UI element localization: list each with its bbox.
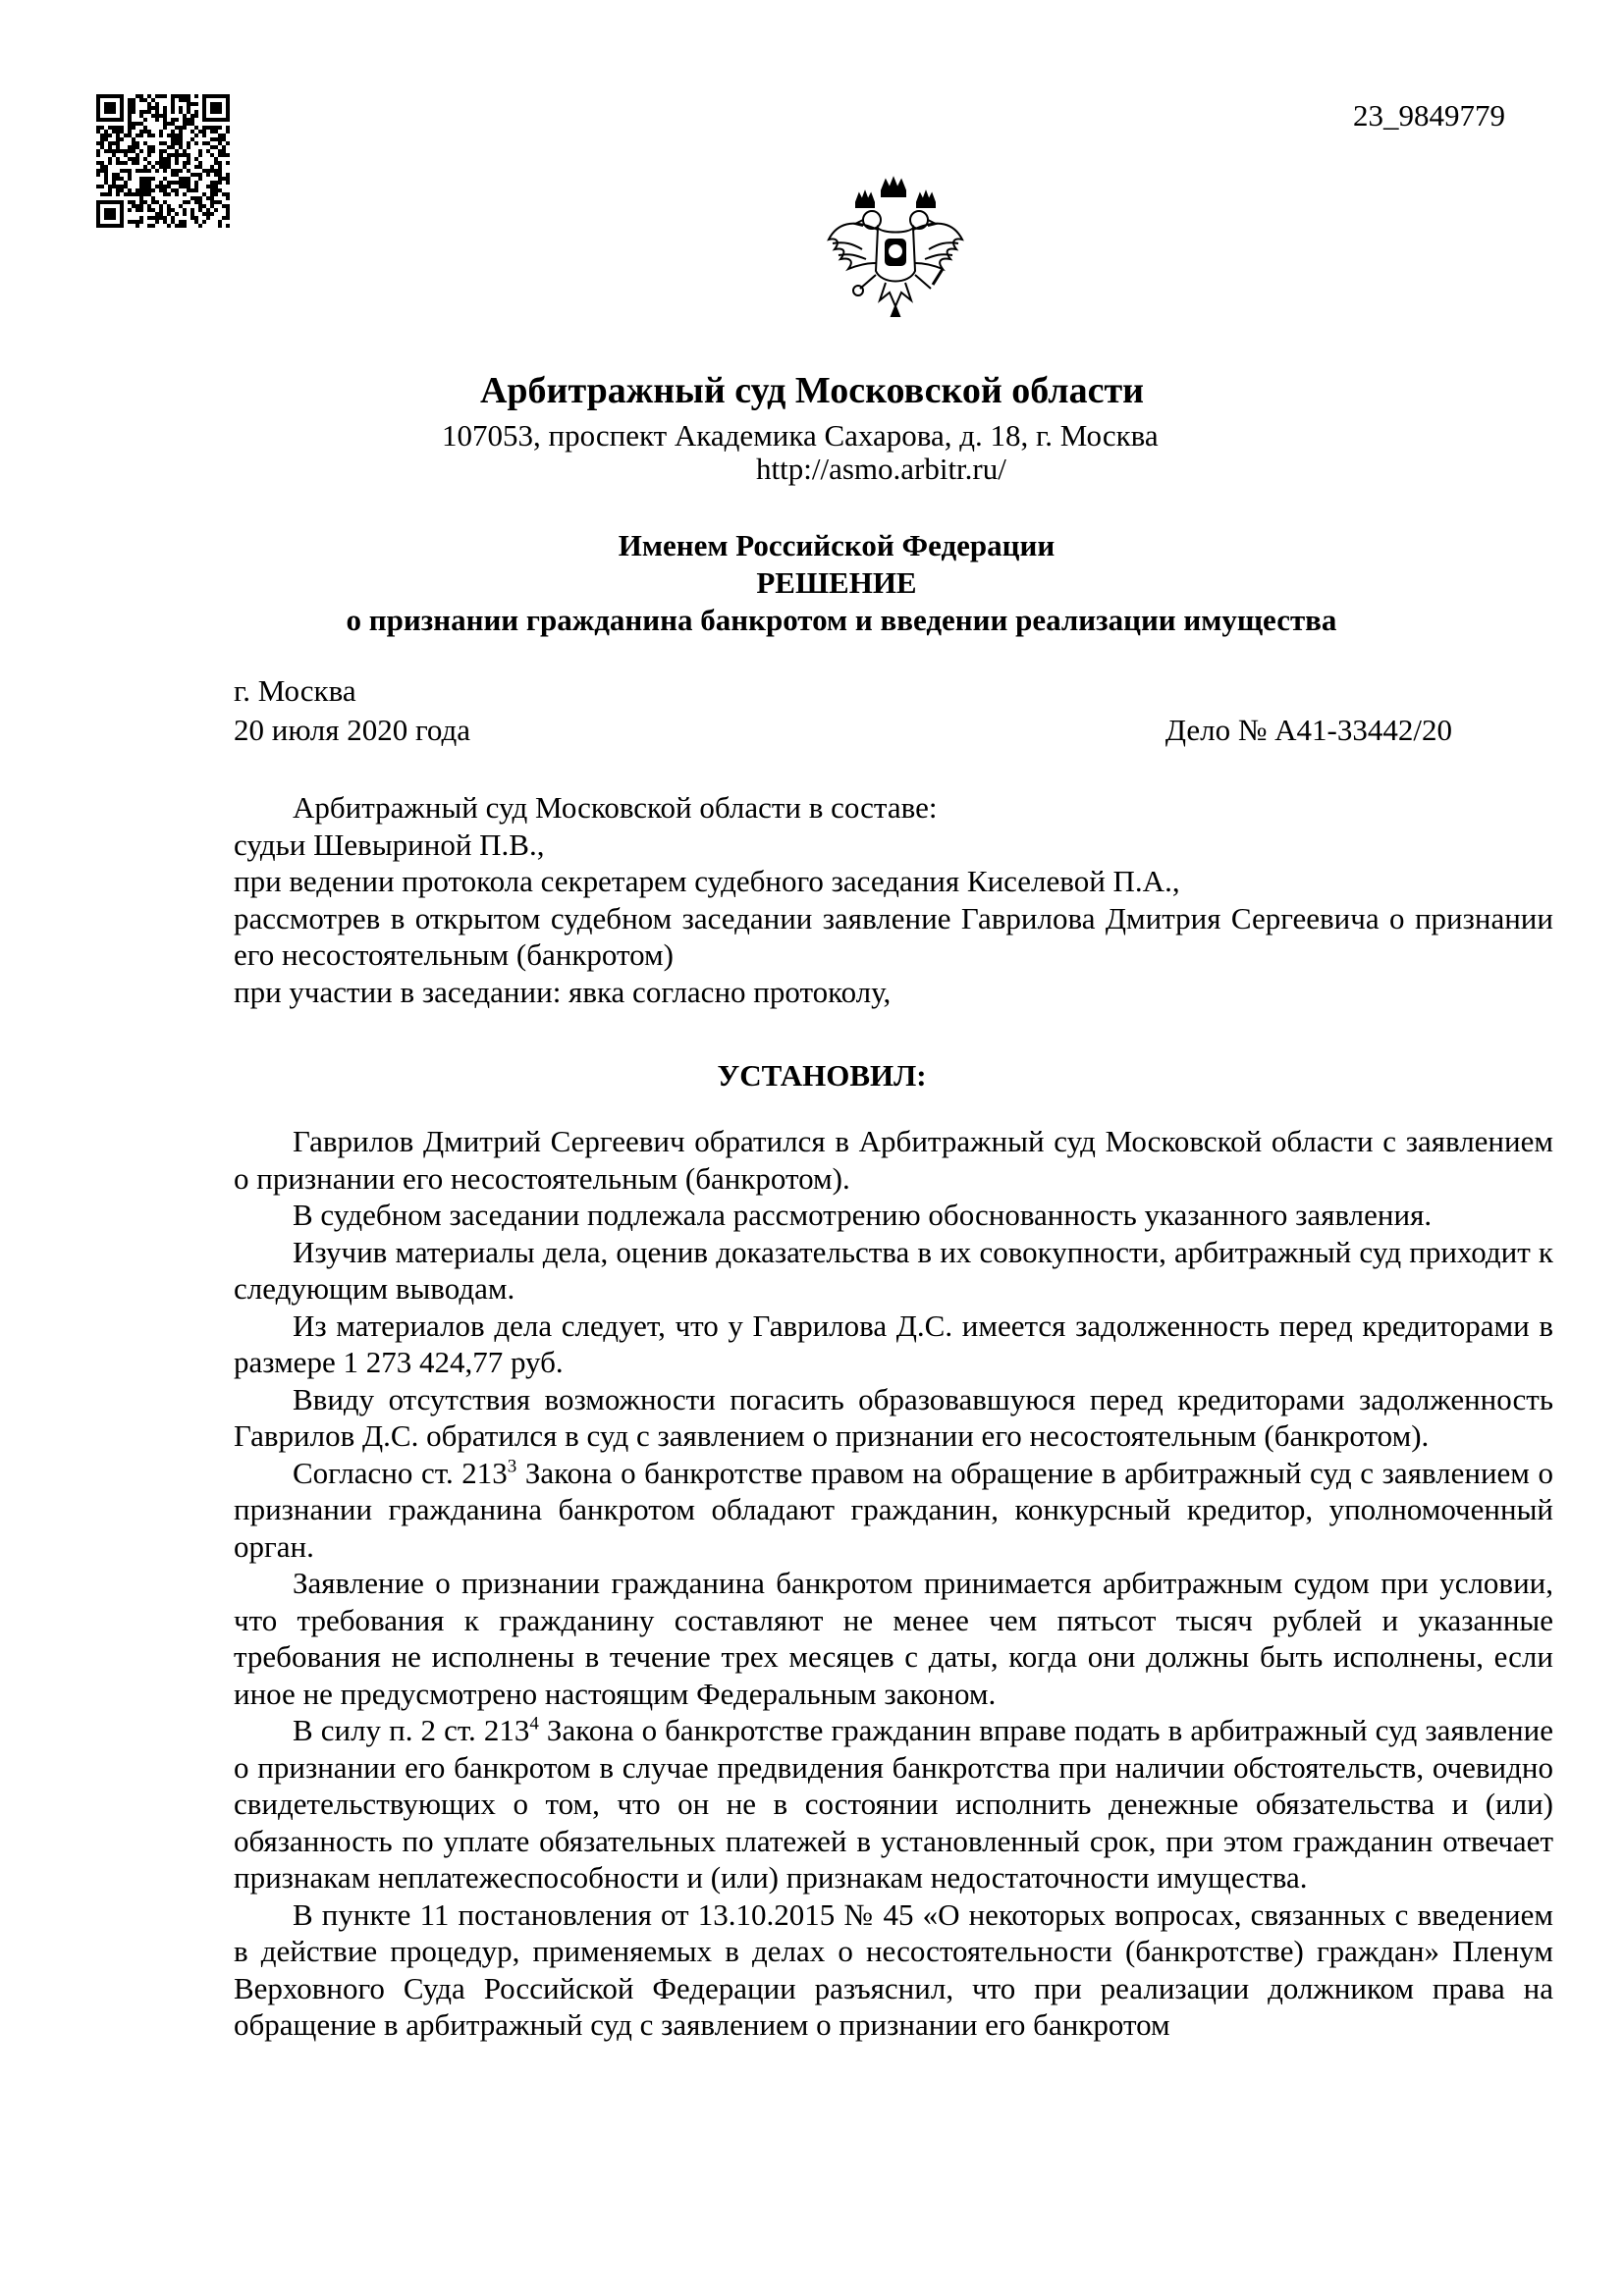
body-paragraph-7: Заявление о признании гражданина банкротом принимается арбитражным судом при условии, что требования к гражданину составляют не менее чем пятьсот тысяч рублей и указанные требования не исполнены в течение трех месяцев с даты, когда они должны быть исполнены, если иное не предусмотрено настоящим Федеральным законом. [234, 1566, 1553, 1711]
intro-court-composition: Арбитражный суд Московской области в составе: [293, 790, 938, 825]
coat-of-arms-emblem [823, 169, 968, 322]
body-paragraph-2: В судебном заседании подлежала рассмотрению обоснованность указанного заявления. [293, 1198, 1433, 1232]
document-id: 23_9849779 [1353, 98, 1505, 133]
p6-text-after: Закона о банкротстве правом на обращение в арбитражный суд с заявлением о признании гражданина банкротом обладают гражданин, конкурсный кредитор, уполномоченный орган. [234, 1455, 1553, 1564]
body-paragraph-5: Ввиду отсутствия возможности погасить образовавшуюся перед кредиторами задолженность Гаврилов Д.С. обратился в суд с заявлением о признании его несостоятельным (банкротом). [234, 1381, 1553, 1453]
heading-in-the-name: Именем Российской Федерации [618, 528, 1056, 562]
p8-text-before: В силу п. 2 ст. 213 [293, 1713, 530, 1747]
case-number: Дело № А41-33442/20 [1164, 713, 1452, 747]
intro-block [234, 789, 1553, 1010]
p6-superscript: 3 [507, 1456, 517, 1477]
body-paragraph-4: Из материалов дела следует, что у Гаврилова Д.С. имеется задолженность перед кредиторами в размере 1 273 424,77 руб. [234, 1308, 1553, 1379]
heading-subject: о признании гражданина банкротом и введении реализации имущества [346, 603, 1337, 637]
qr-code [96, 94, 230, 228]
body-paragraph-8 [234, 1712, 1553, 1896]
court-website: http://asmo.arbitr.ru/ [756, 452, 1006, 486]
city: г. Москва [234, 673, 356, 708]
body-paragraph-1: Гаврилов Дмитрий Сергеевич обратился в Арбитражный суд Московской области с заявлением о признании его несостоятельным (банкротом). [234, 1124, 1553, 1196]
intro-secretary: при ведении протокола секретарем судебного заседания Киселевой П.А., [234, 864, 1180, 898]
body-paragraph-9: В пункте 11 постановления от 13.10.2015 № 45 «О некоторых вопросах, связанных с введением в действие процедур, применяемых в делах о несостоятельности (банкротстве) граждан» Пленум Верховного Суда Российской Федерации разъяснил, что при реализации должником права на обращение в арбитражный суд с заявлением о признании его банкротом [234, 1896, 1553, 2042]
intro-participants: при участии в заседании: явка согласно протоколу, [234, 974, 892, 1009]
decision-body [234, 1123, 1553, 2044]
heading-decision: РЕШЕНИЕ [756, 565, 917, 600]
court-name: Арбитражный суд Московской области [479, 370, 1145, 411]
court-address: 107053, проспект Академика Сахарова, д. 18, г. Москва [442, 418, 1159, 453]
body-paragraph-3: Изучив материалы дела, оценив доказательства в их совокупности, арбитражный суд приходит к следующим выводам. [234, 1234, 1553, 1306]
p8-superscript: 4 [529, 1713, 539, 1735]
intro-judge: судьи Шевыриной П.В., [234, 827, 545, 862]
p8-text-after: Закона о банкротстве гражданин вправе подать в арбитражный суд заявление о признании его банкротом в случае предвидения банкротства при наличии обстоятельств, очевидно свидетельствующих о том, что он не в состоянии исполнить денежные обязательства и (или) обязанность по уплате обязательных платежей в установленный срок, при этом гражданин отвечает признакам неплатежеспособности и (или) признакам недостаточности имущества. [234, 1713, 1553, 1895]
intro-considered: рассмотрев в открытом судебном заседании заявление Гаврилова Дмитрия Сергеевича о признании его несостоятельным (банкротом) [234, 900, 1553, 972]
decision-date: 20 июля 2020 года [234, 713, 471, 747]
p6-text-before: Согласно ст. 213 [293, 1455, 508, 1490]
body-paragraph-6 [234, 1455, 1553, 1566]
section-title: УСТАНОВИЛ: [717, 1058, 927, 1093]
